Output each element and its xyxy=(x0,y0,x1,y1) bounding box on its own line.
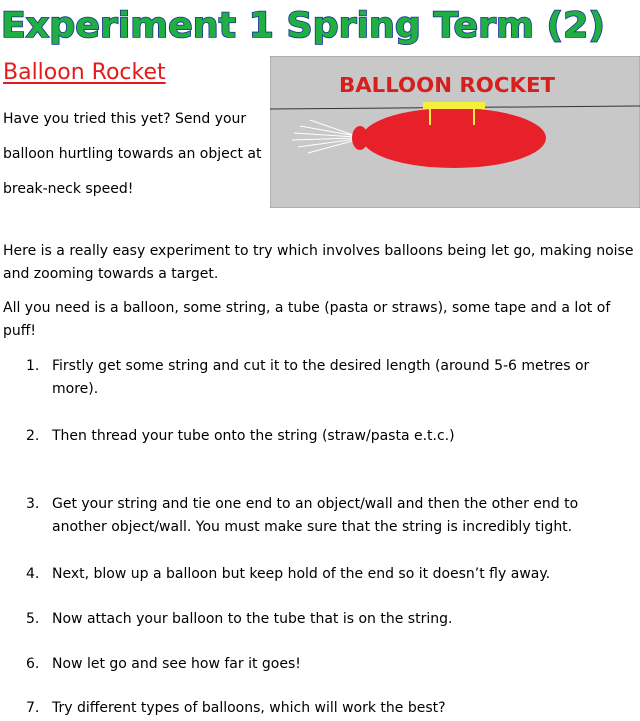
step-text: Next, blow up a balloon but keep hold of the end so it doesn’t fly away. xyxy=(52,566,551,582)
step-text: Get your string and tie one end to an object/wall and then the other end to another object/wall. You must make sure that the string is incredibly tight. xyxy=(52,496,579,535)
step-number: 2. xyxy=(26,428,40,444)
illustration-caption: BALLOON ROCKET xyxy=(339,73,556,97)
step-number: 6. xyxy=(26,656,40,672)
paragraph-intro: Here is a really easy experiment to try which involves balloons being let go, making noise and zooming towards a target. xyxy=(3,243,634,282)
tube xyxy=(423,102,485,109)
section-heading: Balloon Rocket xyxy=(3,60,166,85)
step-text: Try different types of balloons, which will work the best? xyxy=(52,700,446,716)
step-number: 7. xyxy=(26,700,40,716)
page-title: Experiment 1 Spring Term (2) xyxy=(1,6,605,46)
balloon xyxy=(362,108,546,168)
step-number: 3. xyxy=(26,496,40,512)
step-text: Then thread your tube onto the string (straw/pasta e.t.c.) xyxy=(52,428,455,444)
step-text: Firstly get some string and cut it to the desired length (around 5-6 metres or more). xyxy=(52,358,590,397)
intro-text: Have you tried this yet? Send your balloon hurtling towards an object at break-neck speed! xyxy=(3,111,262,197)
step-number: 5. xyxy=(26,611,40,627)
step-text: Now let go and see how far it goes! xyxy=(52,656,301,672)
step-text: Now attach your balloon to the tube that is on the string. xyxy=(52,611,453,627)
balloon-rocket-illustration xyxy=(270,56,640,208)
step-number: 4. xyxy=(26,566,40,582)
paragraph-materials: All you need is a balloon, some string, a tube (pasta or straws), some tape and a lot of puff! xyxy=(3,300,611,339)
page-title-banner xyxy=(0,0,640,52)
step-number: 1. xyxy=(26,358,40,374)
